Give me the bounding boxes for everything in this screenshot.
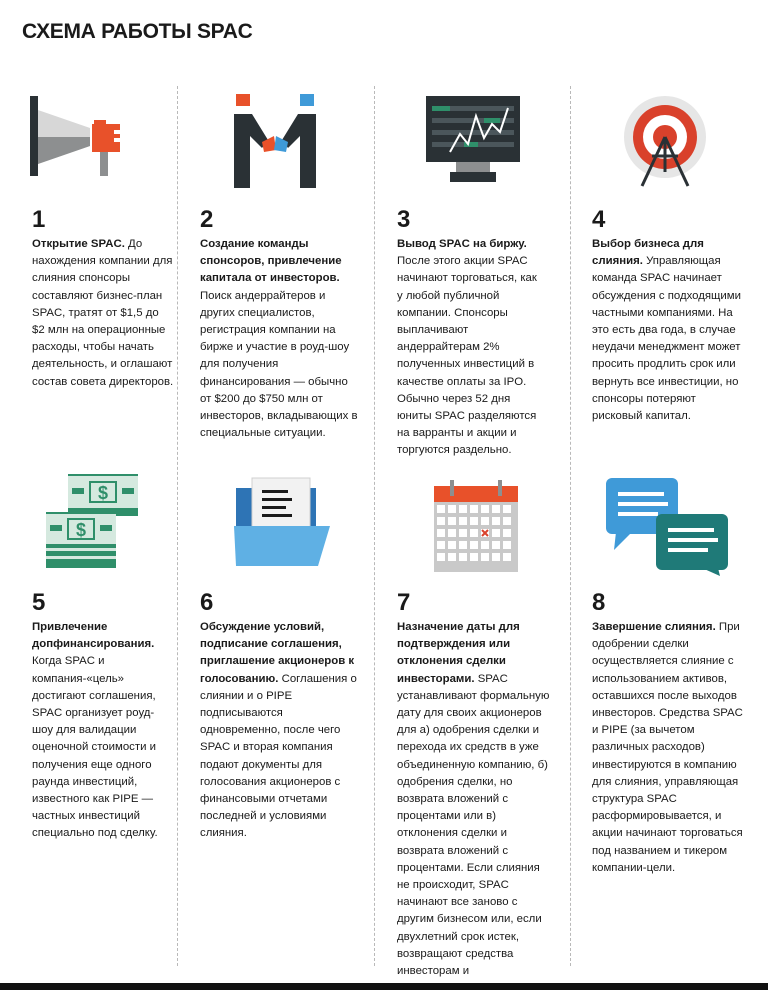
- step-heading: Выбор бизнеса для слияния.: [592, 238, 704, 268]
- step-text: SPAC устанавливают формальную дату для своих акционеров для а) одобрения сделки и перехода их средств в уже объединенную компанию, б) одобрения сделки, но возврата вложений с процентами или в) отклонения сделки и возврата вложений с процентами. Если слияния не происходит, SPAC начинают все заново с другим бизнесом или, если двухлетний срок истек, возвращают средства инвесторам и: [397, 672, 550, 978]
- step-description: [397, 619, 551, 990]
- step-2: [200, 207, 360, 442]
- step-number: 3: [397, 206, 410, 233]
- step-number: 5: [32, 589, 45, 616]
- step-6: [200, 590, 358, 843]
- step-heading: Привлечение допфинансирования.: [32, 621, 155, 651]
- money-icon: [44, 472, 140, 570]
- step-heading: Завершение слияния.: [592, 621, 719, 633]
- step-description: [397, 236, 545, 460]
- step-description: [592, 619, 744, 877]
- step-number: 7: [397, 589, 410, 616]
- folder-icon: [234, 476, 334, 570]
- step-number: 6: [200, 589, 213, 616]
- step-text: Когда SPAC и компания-«цель» достигают соглашения, SPAC организует роуд-шоу для валидации оценочной стоимости и получения еще одного раунда инвестиций, известного как PIPE — частных инвестиций специально под сделку.: [32, 655, 158, 840]
- column-divider: [177, 86, 178, 966]
- chat-icon: [604, 476, 730, 576]
- megaphone-icon: [28, 94, 122, 180]
- step-text: До нахождения компании для слияния спонсоры составляют бизнес-план SPAC, тратят от $1,5 до $2 млн на операционные расходы, чтобы начать деятельность, и оглашают состав совета директоров.: [32, 238, 174, 388]
- step-heading: Назначение даты для подтверждения или отклонения сделки инвесторами.: [397, 621, 520, 685]
- stock-chart-icon: [424, 94, 522, 186]
- column-divider: [570, 86, 571, 966]
- step-8: [592, 590, 744, 877]
- step-heading: Создание команды спонсоров, привлечение капитала от инвесторов.: [200, 238, 342, 285]
- step-5: [32, 590, 158, 843]
- step-1: [32, 207, 174, 391]
- step-number: 1: [32, 206, 45, 233]
- page-title: СХЕМА РАБОТЫ SPAC: [22, 20, 253, 43]
- step-description: [200, 619, 358, 843]
- step-description: [32, 619, 158, 843]
- step-number: 2: [200, 206, 213, 233]
- target-icon: [622, 94, 708, 190]
- step-number: 4: [592, 206, 605, 233]
- bottom-rule: [0, 983, 768, 990]
- step-4: [592, 207, 742, 425]
- step-heading: Обсуждение условий, подписание соглашения, приглашение акционеров к голосованию.: [200, 621, 355, 685]
- step-text: Поиск андеррайтеров и других специалистов, регистрация компании на бирже и участие в роуд-шоу для получения финансирования — обычно от $200 до $750 млн от инвесторов, вкладывающих в специальные ситуации.: [200, 289, 358, 440]
- svg-text:$: $: [97, 483, 109, 503]
- step-description: [200, 236, 360, 442]
- step-text: Управляющая команда SPAC начинает обсуждения с подходящими частными компаниями. На это есть два года, в случае неудачи менеджмент может просить продлить срок или вернуть все инвестиции, но спонсоры потеряют рисковый капитал.: [592, 255, 741, 423]
- step-text: При одобрении сделки осуществляется слияние с использованием активов, оставшихся после выходов инвесторов. Средства SPAC и PIPE (за вычетом различных расходов) инвестируются в компанию для слияния, управляющая структура SPAC расформировывается, и акции начинают торговаться под названием и тикером компании-цели.: [592, 621, 743, 874]
- step-heading: Открытие SPAC.: [32, 238, 129, 250]
- step-description: [32, 236, 174, 391]
- svg-text:$: $: [75, 520, 87, 540]
- step-text: После этого акции SPAC начинают торговаться, как у любой публичной компании. Спонсоры выплачивают андеррайтерам 2% полученных инвестиций в качестве оплаты за IPO. Обычно через 52 дня юниты SPAC разделяются на варранты и акции и торгуются раздельно.: [397, 255, 537, 457]
- handshake-icon: [228, 92, 324, 190]
- step-description: [592, 236, 742, 425]
- step-heading: Вывод SPAC на биржу.: [397, 238, 527, 250]
- step-number: 8: [592, 589, 605, 616]
- step-7: [397, 590, 551, 990]
- step-text: Соглашения о слиянии и о PIPE подписываются одновременно, после чего SPAC и вторая компания подают документы для голосования акционеров с финансовыми отчетами последней и условиями слияния.: [200, 672, 357, 840]
- column-divider: [374, 86, 375, 966]
- step-3: [397, 207, 545, 460]
- calendar-icon: [432, 478, 520, 574]
